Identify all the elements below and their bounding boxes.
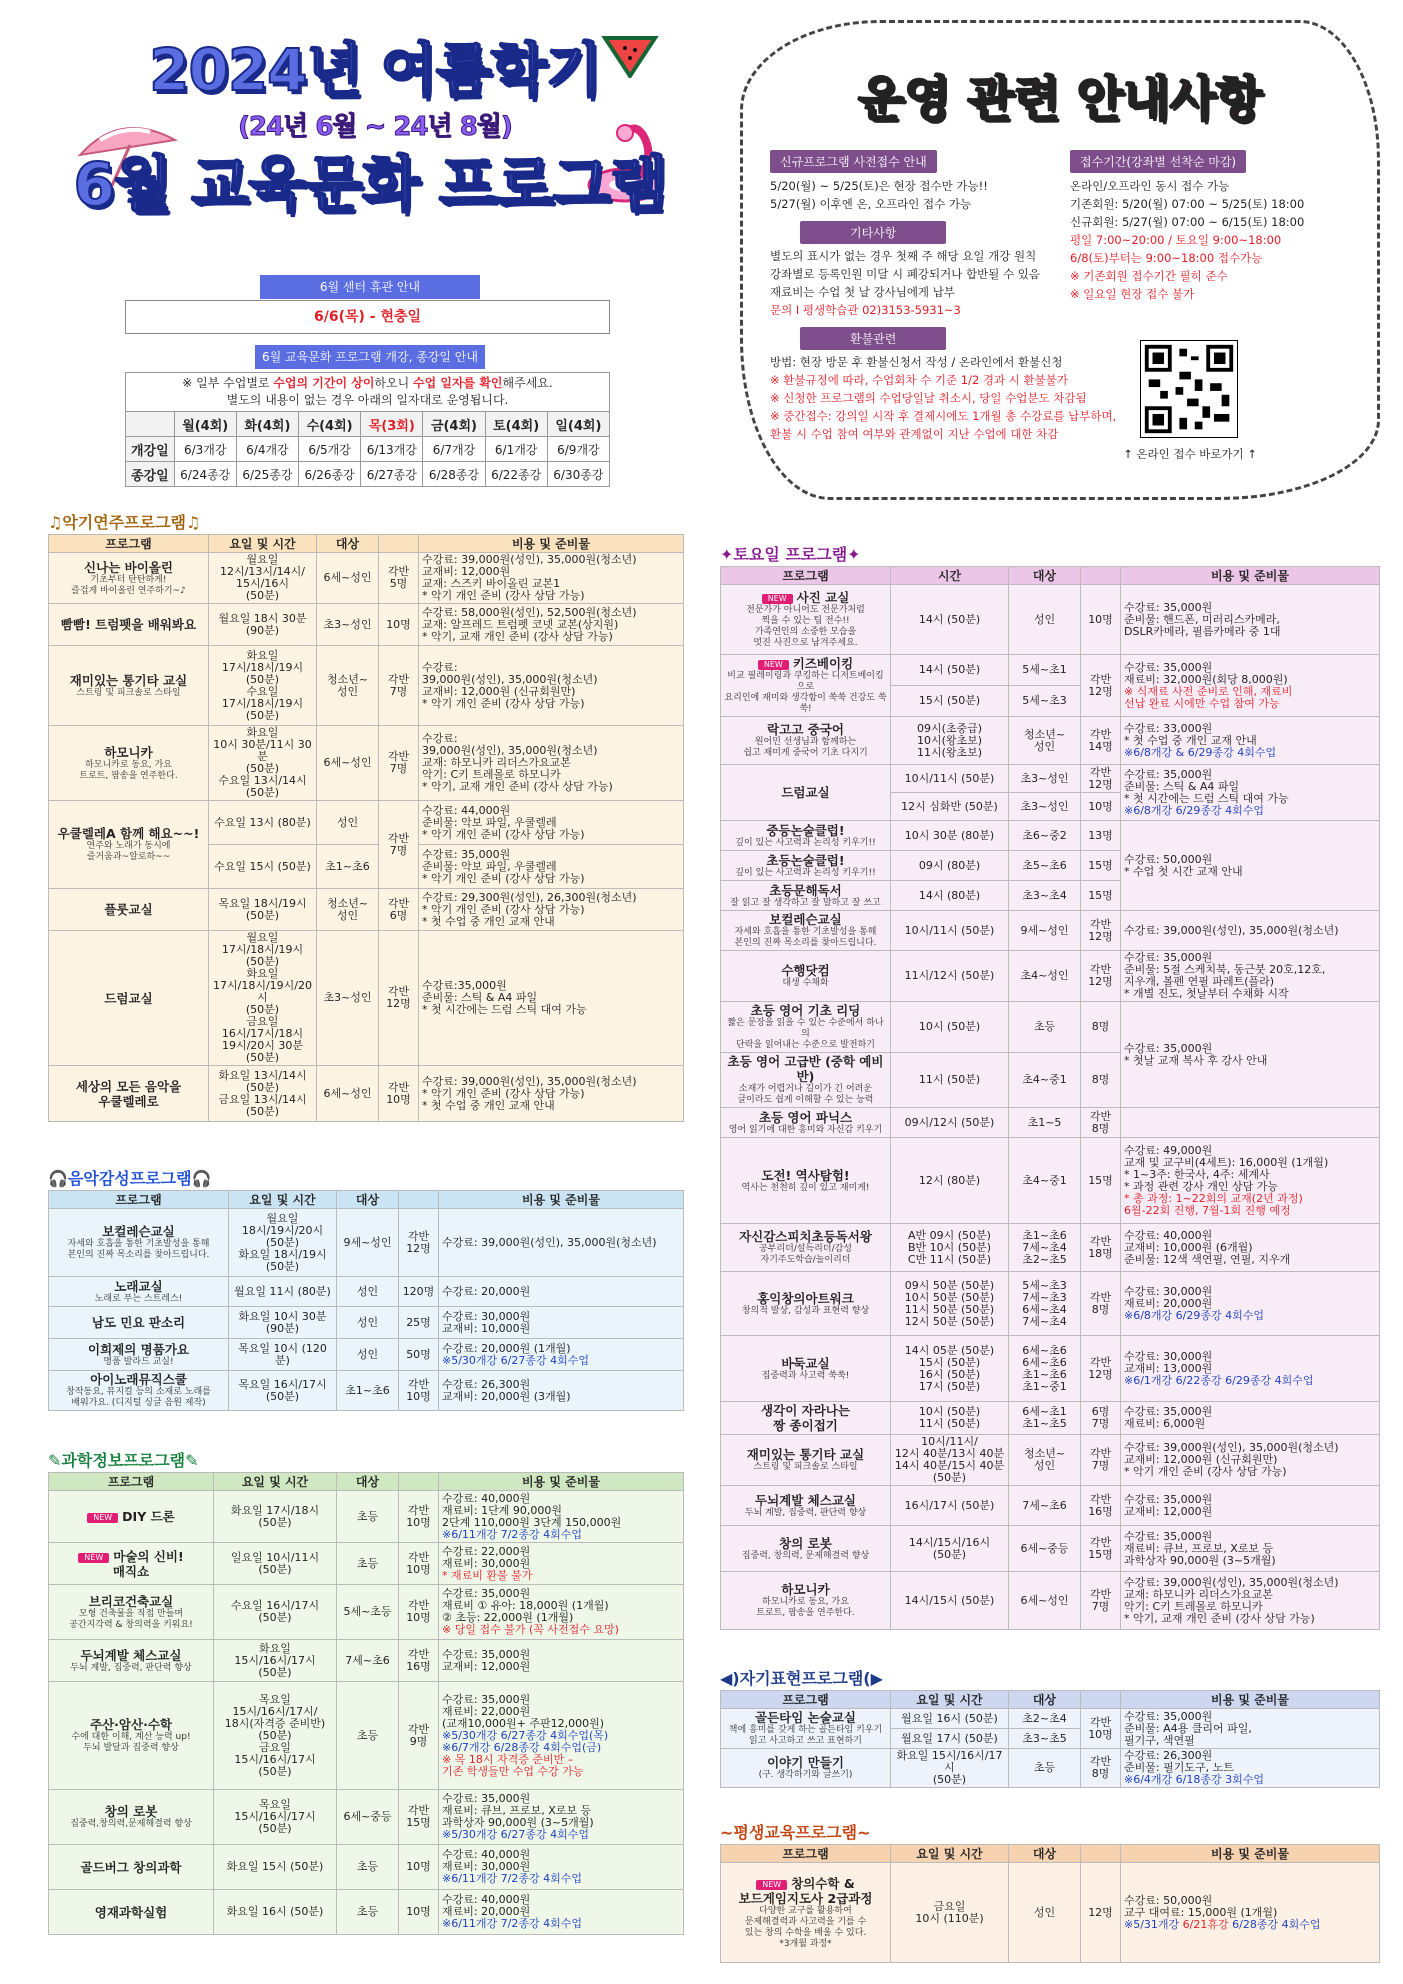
- science-section-title: ✎과학정보프로그램✎: [48, 1451, 199, 1470]
- self-expression-section: [720, 1668, 1380, 1788]
- listen-table: 프로그램 요일 및 시간 대상 비용 및 준비물 보컬레슨교실 자세와 호흡을 통한 기초발성을 통해 본인의 진짜 목소리를 찾아드립니다. 월요일 18시/19시/20시 (50분) 화요일 18시/19시 (50분) 9세~성인 각반 12명 수강료: 39,000원(성인), 35,000원(청소년) 노래교실 노래로 푸는 스트레스! 월요일 11시 (80분) 성인 120명 수강료: 20,000원 남도 민요 판소리 화요일 10시 30분 (90분) 성인 25명 수강료: 30,000원 교재비: 10,000원 이희제의 명품가요 명품 발라드 교실! 목요일 10시 (120분) 성인 50명 수강료: 20,000원 (1개월) ※5/30개강 6/27종강 4회수업 아이노래뮤직스쿨 창작동요, 뮤지컬 등의 소재로 노래를 배워가요. (디지털 싱글 음원 제작) 목요일 16시/17시 (50분) 초1~초6 각반 10명 수강료: 26,300원 교재비: 20,000원 (3개월): [48, 1190, 684, 1411]
- lifelong-section-title: ~평생교육프로그램~: [720, 1823, 871, 1842]
- self-section-title: ◀)자기표현프로그램(▶: [720, 1669, 883, 1688]
- title-program: 6월 교육문화 프로그램: [73, 150, 667, 220]
- listen-section: [48, 1168, 684, 1411]
- lifelong-section: [720, 1822, 1380, 1963]
- self-table: 프로그램 요일 및 시간 대상 비용 및 준비물 골든타임 논술교실 책에 흥미를 갖게 하는 골든타임 키우기 읽고 사고하고 쓰고 표현하기 월요일 16시 (50분) 초2~초4 각반 10명 수강료: 35,000원 준비물: A4용 클리어 파일, 필기구, 색연필 월요일 17시 (50분) 초3~초5 이야기 만들기 (구. 생각하기와 글쓰기) 화요일 15시/16시/17시 (50분) 초등 각반 8명 수강료: 26,300원 준비물: 필기도구, 노트 ※6/4개강 6/18종강 3회수업: [720, 1690, 1380, 1788]
- opening-table: 월(4회) 화(4회) 수(4회) 목(3회) 금(4회) 토(4회) 일(4회) 개강일 6/3개강 6/4개강 6/5개강 6/13개강 6/7개강 6/1개강 6/9개강 종강일 6/24종강 6/25종강 6/26종강 6/27종강 6/28종강 6/22종강 6/30종강: [125, 411, 610, 487]
- qr-code-icon[interactable]: [1140, 340, 1238, 438]
- music-section: [48, 512, 684, 1122]
- listen-section-title: 🎧음악감성프로그램🎧: [48, 1169, 212, 1188]
- music-table: 프로그램 요일 및 시간 대상 비용 및 준비물 신나는 바이올린 기초부터 탄탄하게! 즐겁게 바이올린 연주하기~♪ 월요일 12시/13시/14시/ 15시/16시 (50분) 6세~성인 각반 5명 수강료: 39,000원(성인), 35,000원(청소년) 교재비: 12,000원 교재: 스즈키 바이올린 교본1 * 악기 개인 준비 (강사 상담 가능) 빰빰! 트럼펫을 배워봐요 월요일 18시 30분 (90분) 초3~성인 10명 수강료: 58,000원(성인), 52,500원(청소년) 교재: 알프레드 트럼펫 코넷 교본(상지원) * 악기, 교재 개인 준비 (강사 상담 가능) 재미있는 통기타 교실 스트링 및 피크솔로 스타일 화요일 17시/18시/19시 (50분) 수요일 17시/18시/19시 (50분) 청소년~ 성인 각반 7명 수강료: 39,000원(성인), 35,000원(청소년) 교재비: 12,000원 (신규회원만) * 악기 개인 준비 (강사 상담 가능) 하모니카 하모니카로 동요, 가요 트로트, 팝송을 연주한다. 화요일 10시 30분/11시 30분 (50분) 수요일 13시/14시 (50분) 6세~성인 각반 7명 수강료: 39,000원(성인), 35,000원(청소년) 교재: 하모니카 리더스가요교본 악기: C키 트레몰로 하모니카 * 악기, 교재 개인 준비 (강사 상담 가능) 우쿨렐레A 함께 해요~~! 연주와 노래가 동시에 즐거움과~알로하~~ 수요일 13시 (80분) 성인 각반 7명 수강료: 44,000원 준비물: 악보 파일, 우쿨렐레 * 악기 개인 준비 (강사 상담 가능) 수요일 15시 (50분) 초1~초6 수강료: 35,000원 준비물: 악보 파일, 우쿨렐레 * 악기 개인 준비 (강사 상담 가능) 플룻교실 목요일 18시/19시 (50분) 청소년~ 성인 각반 6명 수강료: 29,300원(성인), 26,300원(청소년) * 악기 개인 준비 (강사 상담 가능) * 첫 수업 중 개인 교재 안내 드럼교실 월요일 17시/18시/19시 (50분) 화요일 17시/18시/19시/20시 (50분) 금요일 16시/17시/18시 19시/20시 30분 (50분) 초3~성인 각반 12명 수강료:35,000원 준비물: 스틱 & A4 파일 * 첫 시간에는 드럼 스틱 대여 가능 세상의 모든 음악을 우쿨렐레로 화요일 13시/14시 (50분) 금요일 13시/14시 (50분) 6세~성인 각반 10명 수강료: 39,000원(성인), 35,000원(청소년) * 악기 개인 준비 (강사 상담 가능) * 첫 수업 중 개인 교재 안내: [48, 534, 684, 1122]
- science-section: [48, 1450, 684, 1935]
- title-main: 2024년 여름학기: [149, 36, 601, 104]
- notice-new-tag: 신규프로그램 사전접수 안내: [770, 150, 937, 173]
- notice-panel: 운영 관련 안내사항 신규프로그램 사전접수 안내 5/20(월) ~ 5/25(토)은 현장 접수만 가능!! 5/27(월) 이후엔 온, 오프라인 접수 가능 기타사항 별도의 표시가 없는 경우 첫째 주 해당 요일 개강 원칙 강좌별로 등록인원 미달 시 폐강되거나 합반될 수 있음 재료비는 수업 첫 날 강사님에게 납부 문의 I 평생학습관 02)3153-5931~3 환불관련 방법: 현장 방문 후 환불신청서 작성 / 온라인에서 환불신청 ※ 환불규정에 따라, 수업회차 수 기준 1/2 경과 시 환불불가 ※ 신청한 프로그램의 수업당일날 취소시, 당일 수업분도 차감됨 ※ 중간접수: 강의일 시작 후 결제시에도 1개월 총 수강료를 납부하며, 환불 시 수업 참여 여부와 관계없이 지난 수업에 대한 차감 접수기간(강좌별 선착순 마감) 온라인/오프라인 동시 접수 가능 기존회원: 5/20(월) 07:00 ~ 5/25(토) 18:00 신규회원: 5/27(월) 07:00 ~ 6/15(토) 18:00 평일 7:00~20:00 / 토요일 9:00~18:00 6/8(토)부터는 9:00~18:00 접수가능 ※ 기존회원 접수기간 필히 준수 ※ 일요일 현장 접수 불가 ↑ 온라인 접수 바로가기 ↑: [740, 20, 1380, 500]
- lifelong-table: 프로그램 요일 및 시간 대상 비용 및 준비물 NEW 창의수학 & 보드게임지도사 2급과정 다양한 교구를 활용하여 문제해결력과 사고력을 기를 수 있는 창의 수학을 배울 수 있다. *3개월 과정* 금요일 10시 (110분) 성인 12명 수강료: 50,000원 교구 대여료: 15,000원 (1개월) ※5/31개강 6/21휴강 6/28종강 4회수업: [720, 1844, 1380, 1963]
- notice-reg-tag: 접수기간(강좌별 선착순 마감): [1070, 150, 1246, 173]
- saturday-table: 프로그램 시간 대상 비용 및 준비물 NEW 사진 교실 전문가가 아니어도 전문가처럼 찍을 수 있는 팁 전수!! 가족연인의 소중한 모습을 멋진 사진으로 남겨주세요. 14시 (50분) 성인 10명 수강료: 35,000원 준비물: 핸드폰, 미러리스카메라, DSLR카메라, 필름카메라 중 1대 NEW 키즈베이킹 비교 필레이링과 쿠킹하는 디저트베이킹으로 요리인에 재미와 생각함이 쑥쑥 건강도 쑥쑥! 14시 (50분) 5세~초1 각반 12명 수강료: 35,000원 재료비: 32,000원(회당 8,000원) ※ 식재료 사전 준비로 인해, 재료비 선납 완료 시에만 수업 참여 가능 15시 (50분) 5세~초3 락고고 중국어 원어민 선생님과 함께하는 쉽고 재미게 중국어 기초 다지기 09시(초중급) 10시(왕초보) 11시(왕초보) 청소년~ 성인 각반 14명 수강료: 33,000원 * 첫 수업 중 개인 교재 안내 ※6/8개강 & 6/29종강 4회수업 드럼교실 10시/11시 (50분) 초3~성인 각반 12명 수강료: 35,000원 준비물: 스틱 & A4 파일 * 첫 시간에는 드럼 스틱 대여 가능 ※6/8개강 6/29종강 4회수업 12시 심화반 (50분) 초3~성인 10명 중등논술클럽! 깊이 있는 사고력과 논리성 키우기!! 10시 30분 (80분) 초6~중2 13명 수강료: 50,000원 * 수업 첫 시간 교재 안내 초등논술클럽! 깊이 있는 사고력과 논리성 키우기!! 09시 (80분) 초5~초6 15명 초등문해독서 잘 읽고 잘 생각하고 잘 말하고 잘 쓰고 14시 (80분) 초3~초4 15명 보컬레슨교실 자세와 호흡을 통한 기초발성을 통해 본인의 진짜 목소리를 찾아드립니다. 10시/11시 (50분) 9세~성인 각반 12명 수강료: 39,000원(성인), 35,000원(청소년) 수행닷컴 대생 수채화 11시/12시 (50분) 초4~성인 각반 12명 수강료: 35,000원 준비물: 5절 스케치북, 동근붓 20호,12호, 지우개, 볼펜 연필 파레트(플라) * 개별 진도, 첫날부터 수채화 시작 초등 영어 기초 리딩 짧은 문장을 읽을 수 있는 수준에서 하나의 단락을 읽어내는 수준으로 발전하기 10시 (50분) 초등 8명 수강료: 35,000원 * 첫날 교재 복사 후 강사 안내 초등 영어 고급반 (중학 예비반) 소재가 어렵거나 길이가 긴 어려운 글이라도 쉽게 이해할 수 있는 능력 11시 (50분) 초4~중1 8명 초등 영어 파닉스 영어 읽기에 대한 흥미와 자신감 키우기 09시/12시 (50분) 초1~5 각반 8명 도전! 역사탐험! 역사는 천천히 깊이 있고 재미게! 12시 (80분) 초4~중1 15명 수강료: 49,000원 교재 및 교구비(4세트): 16,000원 (1개월) * 1~3주: 한국사, 4주: 세계사 * 과정 관련 강사 개인 상담 가능 * 총 과정: 1~22회의 교재(2년 과정) 6월-22회 진행, 7월-1회 진행 예정 자신감스피치초등독서왕 공부리더/설득리더/감성 자기주도학습/놀이리더 A반 09시 (50분) B반 10시 (50분) C반 11시 (50분) 초1~초6 7세~초4 초2~초5 각반 18명 수강료: 40,000원 교재비: 10,000원 (6개월) 준비물: 12색 색연필, 연필, 지우개 홍익창의아트워크 창의적 발상, 감성과 표현력 향상 09시 50분 (50분) 10시 50분 (50분) 11시 50분 (50분) 12시 50분 (50분) 5세~초3 7세~초3 6세~초4 7세~초4 각반 8명 수강료: 30,000원 재료비: 20,000원 ※6/8개강 6/29종강 4회수업 바둑교실 집중력과 사고력 쑥쑥! 14시 05분 (50분) 15시 (50분) 16시 (50분) 17시 (50분) 6세~초6 6세~초6 초1~초6 초1~중1 각반 12명 수강료: 30,000원 교재비: 13,000원 ※6/1개강 6/22종강 6/29종강 4회수업 생각이 자라나는 짱 종이접기 10시 (50분) 11시 (50분) 6세~초1 초1~초5 6명 7명 수강료: 35,000원 재료비: 6,000원 재미있는 통기타 교실 스트링 및 피크솔로 스타일 10시/11시/ 12시 40분/13시 40분 14시 40분/15시 40분 (50분) 청소년~ 성인 각반 7명 수강료: 39,000원(성인), 35,000원(청소년) 교재비: 12,000원 (신규회원만) * 악기 개인 준비 (강사 상담 가능) 두뇌계발 체스교실 두뇌 계발, 집중력, 판단력 향상 16시/17시 (50분) 7세~초6 각반 16명 수강료: 35,000원 교재비: 12,000원 창의 로봇 집중력, 창의력, 문제해결력 향상 14시/15시/16시 (50분) 6세~중등 각반 15명 수강료: 35,000원 재료비: 큐브, 프로보, X로보 등 과학상자 90,000원 (3~5개월) 하모니카 하모니카로 동요, 가요 트로트, 팝송을 연주한다. 14시/15시 (50분) 6세~성인 각반 7명 수강료: 39,000원(성인), 35,000원(청소년) 교재: 하모니카 리더스가요교본 악기: C키 트레몰로 하모니카 * 악기, 교재 개인 준비 (강사 상담 가능): [720, 566, 1380, 1630]
- opening-note: ※ 일부 수업별로 수업의 기간이 상이하오니 수업 일자를 확인해주세요. 별도의 내용이 없는 경우 아래의 일자대로 운영됩니다.: [125, 372, 610, 411]
- saturday-section: [720, 544, 1380, 1630]
- opening-schedule: [125, 372, 610, 487]
- watermelon-icon: [600, 28, 660, 78]
- header: [40, 20, 670, 280]
- music-section-title: ♫악기연주프로그램♫: [48, 513, 201, 532]
- closure-text: 6/6(목) - 현충일: [125, 300, 610, 334]
- title-period: (24년 6월 ~ 24년 8월): [238, 112, 512, 142]
- notice-title: 운영 관련 안내사항: [857, 71, 1263, 127]
- closure-head: 6월 센터 휴관 안내: [260, 275, 480, 299]
- science-table: 프로그램 요일 및 시간 대상 비용 및 준비물 NEW DIY 드론 화요일 17시/18시 (50분) 초등 각반 10명 수강료: 40,000원 재료비: 1단계 90,000원 2단계 110,000원 3단계 150,000원 ※6/11개강 7/2종강 4회수업 NEW 마술의 신비! 매직쇼 일요일 10시/11시 (50분) 초등 각반 10명 수강료: 22,000원 재료비: 30,000원 * 재료비 환불 불가 브리코건축교실 모형 건축물을 직접 만들며 공간지각력 & 창의력을 키워요! 수요일 16시/17시 (50분) 5세~초등 각반 10명 수강료: 35,000원 재료비 ① 유아: 18,000원 (1개월) ② 초등: 22,000원 (1개월) ※ 당일 접수 불가 (꼭 사전접수 요망) 두뇌계발 체스교실 두뇌 계발, 집중력, 판단력 향상 화요일 15시/16시/17시 (50분) 7세~초6 각반 16명 수강료: 35,000원 교재비: 12,000원 주산·암산·수학 수에 대한 이해, 계산 능력 up! 두뇌 발달과 집중력 향상 목요일 15시/16시/17시/ 18시(자격증 준비반) (50분) 금요일 15시/16시/17시 (50분) 초등 각반 9명 수강료: 35,000원 재료비: 22,000원 (교재10,000원+ 주판12,000원) ※5/30개강 6/27종강 4회수업(목) ※6/7개강 6/28종강 4회수업(금) ※ 목 18시 자격증 준비반 – 기존 학생들만 수업 수강 가능 창의 로봇 집중력,창의력,문제해결력 향상 목요일 15시/16시/17시 (50분) 6세~중등 각반 15명 수강료: 35,000원 재료비: 큐브, 프로보, X로보 등 과학상자 90,000원 (3~5개월) ※5/30개강 6/27종강 4회수업 골드버그 창의과학 화요일 15시 (50분) 초등 10명 수강료: 40,000원 재료비: 30,000원 ※6/11개강 7/2종강 4회수업 영재과학실험 화요일 16시 (50분) 초등 10명 수강료: 40,000원 재료비: 20,000원 ※6/11개강 7/2종강 4회수업: [48, 1472, 684, 1935]
- qr-label: ↑ 온라인 접수 바로가기 ↑: [1123, 447, 1257, 461]
- saturday-section-title: ✦토요일 프로그램✦: [720, 545, 861, 564]
- opening-head: 6월 교육문화 프로그램 개강, 종강일 안내: [255, 345, 485, 369]
